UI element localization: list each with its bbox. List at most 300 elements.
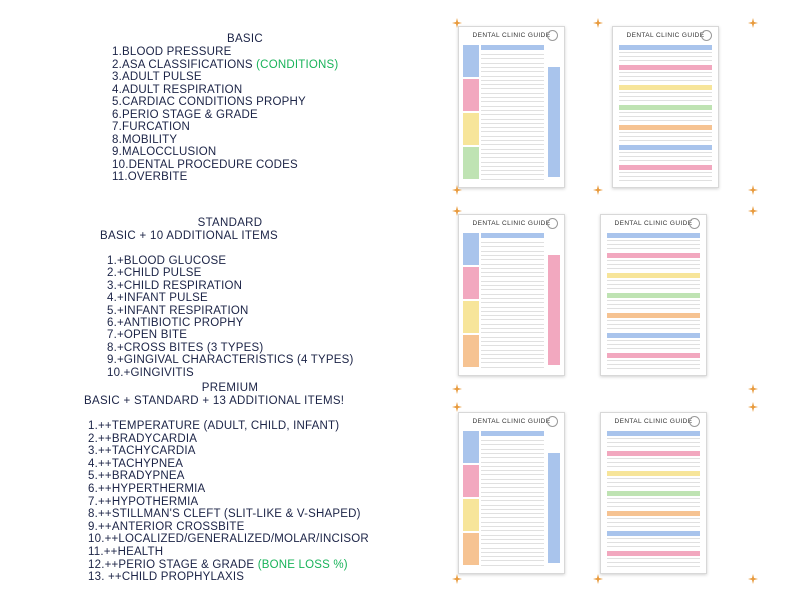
premium-list-item: [88, 433, 369, 446]
thumbnail-line: [619, 96, 712, 97]
thumbnail-line: [481, 276, 544, 277]
premium-list: [88, 420, 369, 584]
thumbnail-line: [481, 449, 544, 450]
thumbnail-line: [607, 542, 700, 543]
thumbnail-line: [481, 84, 544, 85]
thumbnail-line: [481, 136, 544, 137]
thumbnail-band: [607, 233, 700, 238]
thumbnail-line: [481, 362, 544, 363]
item-text: ADULT RESPIRATION: [122, 83, 243, 96]
thumbnail-title: DENTAL CLINIC GUIDE: [472, 418, 551, 425]
thumbnail-line: [481, 131, 544, 132]
thumbnail-line: [481, 97, 544, 98]
thumbnail-line: [607, 340, 700, 341]
thumbnail-line: [481, 496, 544, 497]
item-number: 7.: [112, 121, 122, 133]
thumbnail-line: [619, 156, 712, 157]
sparkle-icon: [452, 574, 462, 584]
thumbnail-line: [607, 368, 700, 369]
thumbnail-column: [463, 267, 479, 299]
item-text: ++LOCALIZED/GENERALIZED/MOLAR/INCISOR: [104, 533, 369, 546]
standard-list: [107, 255, 354, 379]
thumbnail-column: [463, 431, 479, 463]
sparkle-icon: [748, 185, 758, 195]
item-number: 9.: [88, 520, 98, 533]
sparkle-icon: [748, 384, 758, 394]
thumbnail-band: [619, 125, 712, 130]
item-number: 10.: [112, 158, 129, 171]
thumbnail-line: [607, 248, 700, 249]
thumbnail-line: [481, 80, 544, 81]
thumbnail-title: DENTAL CLINIC GUIDE: [472, 32, 551, 39]
thumbnail-line: [607, 288, 700, 289]
item-text: ASA CLASSIFICATIONS: [122, 58, 257, 71]
thumbnail-line: [619, 132, 712, 133]
thumbnail-column: [463, 147, 479, 179]
thumbnail-line: [481, 71, 544, 72]
thumbnail-column: [463, 465, 479, 497]
item-text: +ANTIBIOTIC PROPHY: [117, 317, 244, 330]
thumbnail-line: [481, 127, 544, 128]
basic-list: [112, 46, 338, 184]
item-number: 2.: [107, 267, 117, 280]
basic-list-item: [112, 46, 338, 59]
sparkle-icon: [748, 206, 758, 216]
item-text: +INFANT PULSE: [117, 292, 208, 305]
thumbnail-line: [619, 116, 712, 117]
thumbnail-line: [481, 285, 544, 286]
basic-list-item: [112, 159, 338, 172]
thumbnail-column: [463, 233, 479, 265]
guide-thumbnail: [600, 412, 707, 574]
standard-list-item: [107, 267, 354, 279]
thumbnail-line: [619, 92, 712, 93]
thumbnail-line: [619, 152, 712, 153]
thumbnail-line: [607, 260, 700, 261]
item-number: 4.: [88, 457, 98, 470]
basic-list-item: [112, 71, 338, 84]
thumbnail-column: [463, 533, 479, 565]
thumbnail-line: [619, 60, 712, 61]
basic-list-item: [112, 96, 338, 109]
thumbnail-line: [481, 302, 544, 303]
item-text: ++HEALTH: [103, 545, 164, 558]
thumbnail-band: [607, 451, 700, 456]
thumbnail-line: [481, 307, 544, 308]
thumbnail-line: [619, 120, 712, 121]
thumbnail-line: [481, 535, 544, 536]
item-number: 6.: [107, 317, 117, 330]
thumbnail-line: [481, 517, 544, 518]
thumbnail-line: [607, 558, 700, 559]
guide-thumbnail: [458, 214, 565, 376]
thumbnail-line: [607, 522, 700, 523]
item-number: 3.: [88, 445, 98, 458]
thumbnail-line: [481, 565, 544, 566]
thumbnail-line: [481, 123, 544, 124]
basic-list-item: [112, 146, 338, 159]
item-text: ++CHILD PROPHYLAXIS: [104, 571, 245, 584]
item-number: 8.: [107, 341, 117, 354]
item-text: ++TEMPERATURE (ADULT, CHILD, INFANT): [98, 420, 340, 432]
item-number: 10.: [88, 533, 105, 546]
thumbnail-column: [463, 79, 479, 111]
thumbnail-line: [481, 63, 544, 64]
thumbnail-line: [619, 100, 712, 101]
premium-list-item: [88, 508, 369, 521]
thumbnail-line: [481, 162, 544, 163]
thumbnail-line: [607, 442, 700, 443]
thumbnail-column: [463, 45, 479, 77]
thumbnail-band: [619, 85, 712, 90]
thumbnail-line: [619, 140, 712, 141]
premium-list-item: [88, 458, 369, 471]
item-number: 5.: [112, 96, 122, 108]
thumbnail-band: [619, 45, 712, 50]
thumbnail-line: [481, 543, 544, 544]
item-number: 1.: [88, 420, 98, 432]
thumbnail-line: [619, 136, 712, 137]
thumbnail-line: [607, 364, 700, 365]
thumbnail-column: [548, 453, 560, 563]
thumbnail-line: [607, 502, 700, 503]
premium-title: PREMIUM: [201, 382, 259, 394]
sparkle-icon: [748, 574, 758, 584]
thumbnail-line: [481, 259, 544, 260]
thumbnail-line: [481, 319, 544, 320]
item-number: 13.: [88, 571, 105, 584]
basic-list-item: [112, 109, 338, 122]
thumbnail-line: [607, 360, 700, 361]
thumbnail-line: [607, 304, 700, 305]
thumbnail-line: [481, 246, 544, 247]
logo-icon: [547, 416, 558, 427]
premium-subtitle: BASIC + STANDARD + 13 ADDITIONAL ITEMS!: [84, 395, 345, 407]
standard-list-item: [107, 280, 354, 292]
thumbnail-line: [481, 367, 544, 368]
thumbnail-line: [607, 280, 700, 281]
thumbnail-line: [481, 474, 544, 475]
item-text: +INFANT RESPIRATION: [117, 304, 249, 317]
logo-icon: [547, 218, 558, 229]
thumbnail-line: [481, 444, 544, 445]
guide-thumbnail: [600, 214, 707, 376]
basic-list-item: [112, 171, 338, 184]
thumbnail-band: [619, 165, 712, 170]
thumbnail-line: [481, 281, 544, 282]
thumbnail-line: [607, 566, 700, 567]
thumbnail-line: [607, 462, 700, 463]
thumbnail-band: [607, 471, 700, 476]
thumbnail-band: [607, 353, 700, 358]
thumbnail-line: [619, 176, 712, 177]
sparkle-icon: [593, 574, 603, 584]
thumbnail-line: [481, 54, 544, 55]
thumbnail-line: [481, 560, 544, 561]
thumbnail-line: [607, 546, 700, 547]
thumbnail-line: [481, 479, 544, 480]
thumbnail-column: [463, 335, 479, 367]
item-number: 4.: [107, 292, 117, 305]
thumbnail-line: [481, 466, 544, 467]
thumbnail-line: [481, 149, 544, 150]
thumbnail-line: [481, 110, 544, 111]
premium-list-item: [88, 521, 369, 534]
item-number: 8.: [88, 508, 98, 521]
premium-list-item: [88, 483, 369, 496]
item-text: ++HYPOTHERMIA: [98, 495, 199, 508]
premium-list-item: [88, 571, 369, 584]
standard-list-item: [107, 354, 354, 366]
item-text: MOBILITY: [122, 133, 178, 146]
thumbnail-line: [607, 284, 700, 285]
item-number: 12.: [88, 558, 105, 571]
item-text: ++HYPERTHERMIA: [98, 482, 206, 495]
thumbnail-line: [619, 112, 712, 113]
thumbnail-line: [481, 272, 544, 273]
item-text: +BLOOD GLUCOSE: [117, 255, 227, 267]
thumbnail-line: [481, 114, 544, 115]
thumbnail-band: [619, 145, 712, 150]
thumbnail-line: [607, 268, 700, 269]
thumbnail-line: [607, 482, 700, 483]
item-highlight: (BONE LOSS %): [257, 558, 348, 571]
sparkle-icon: [452, 185, 462, 195]
sparkle-icon: [748, 402, 758, 412]
thumbnail-line: [481, 255, 544, 256]
premium-list-item: [88, 470, 369, 483]
thumbnail-line: [481, 332, 544, 333]
thumbnail-line: [481, 548, 544, 549]
thumbnail-line: [481, 242, 544, 243]
thumbnail-column: [548, 67, 560, 177]
thumbnail-line: [481, 328, 544, 329]
thumbnail-line: [607, 344, 700, 345]
thumbnail-line: [481, 157, 544, 158]
thumbnail-line: [607, 458, 700, 459]
basic-title: BASIC: [226, 33, 263, 45]
item-text: CARDIAC CONDITIONS PROPHY: [122, 96, 306, 108]
thumbnail-line: [481, 298, 544, 299]
thumbnail-line: [481, 153, 544, 154]
thumbnail-band: [607, 551, 700, 556]
thumbnail-line: [619, 56, 712, 57]
thumbnail-line: [481, 470, 544, 471]
item-text: +CHILD RESPIRATION: [117, 279, 243, 292]
item-number: 5.: [107, 304, 117, 317]
thumbnail-line: [481, 453, 544, 454]
standard-title: STANDARD: [197, 217, 263, 229]
thumbnail-line: [619, 160, 712, 161]
thumbnail-line: [481, 462, 544, 463]
thumbnail-line: [607, 562, 700, 563]
thumbnail-line: [481, 119, 544, 120]
item-number: 9.: [107, 354, 117, 367]
thumbnail-title: DENTAL CLINIC GUIDE: [614, 418, 693, 425]
basic-list-item: [112, 59, 338, 72]
thumbnail-line: [481, 264, 544, 265]
item-number: 2.: [112, 58, 122, 71]
item-number: 11.: [112, 171, 128, 183]
thumbnail-band: [607, 333, 700, 338]
thumbnail-line: [607, 538, 700, 539]
logo-icon: [689, 218, 700, 229]
item-number: 4.: [112, 83, 122, 96]
premium-list-item: [88, 546, 369, 559]
standard-list-item: [107, 305, 354, 317]
thumbnail-band: [607, 253, 700, 258]
thumbnail-line: [481, 483, 544, 484]
premium-list-item: [88, 496, 369, 509]
thumbnail-line: [481, 358, 544, 359]
thumbnail-band: [607, 273, 700, 278]
thumbnail-line: [481, 505, 544, 506]
thumbnail-line: [607, 486, 700, 487]
item-number: 9.: [112, 146, 122, 158]
sparkle-icon: [452, 384, 462, 394]
thumbnail-line: [481, 58, 544, 59]
thumbnail-line: [481, 492, 544, 493]
thumbnail-line: [481, 324, 544, 325]
thumbnail-line: [607, 320, 700, 321]
thumbnail-line: [481, 294, 544, 295]
item-text: ADULT PULSE: [122, 71, 202, 83]
thumbnail-line: [481, 350, 544, 351]
thumbnail-line: [481, 522, 544, 523]
thumbnail-line: [481, 179, 544, 180]
thumbnail-band: [607, 531, 700, 536]
thumbnail-line: [481, 315, 544, 316]
standard-list-item: [107, 255, 354, 267]
thumbnail-line: [607, 518, 700, 519]
thumbnail-line: [607, 466, 700, 467]
thumbnail-line: [607, 446, 700, 447]
thumbnail-line: [481, 251, 544, 252]
thumbnail-line: [481, 268, 544, 269]
thumbnail-line: [481, 513, 544, 514]
thumbnail-line: [481, 174, 544, 175]
thumbnail-line: [481, 93, 544, 94]
item-number: 10.: [107, 366, 124, 379]
thumbnail-line: [607, 300, 700, 301]
thumbnail-line: [481, 106, 544, 107]
guide-thumbnail: [458, 26, 565, 188]
item-number: 5.: [88, 470, 98, 483]
thumbnail-line: [481, 67, 544, 68]
thumbnail-line: [481, 556, 544, 557]
thumbnail-band: [607, 313, 700, 318]
thumbnail-line: [607, 240, 700, 241]
thumbnail-band: [607, 431, 700, 436]
thumbnail-band: [481, 431, 544, 436]
sparkle-icon: [748, 18, 758, 28]
item-text: ++TACHYPNEA: [98, 457, 184, 470]
thumbnail-line: [481, 88, 544, 89]
item-number: 8.: [112, 133, 122, 146]
premium-list-item: [88, 559, 369, 572]
item-text: ++ANTERIOR CROSSBITE: [98, 520, 245, 533]
item-text: ++PERIO STAGE & GRADE: [104, 558, 258, 571]
premium-list-item: [88, 420, 369, 433]
basic-list-item: [112, 134, 338, 147]
thumbnail-line: [607, 506, 700, 507]
thumbnail-line: [607, 478, 700, 479]
sparkle-icon: [593, 185, 603, 195]
thumbnail-band: [607, 293, 700, 298]
thumbnail-line: [481, 341, 544, 342]
thumbnail-column: [548, 255, 560, 365]
thumbnail-band: [481, 233, 544, 238]
thumbnail-column: [463, 301, 479, 333]
logo-icon: [689, 416, 700, 427]
sparkle-icon: [452, 402, 462, 412]
thumbnail-title: DENTAL CLINIC GUIDE: [614, 220, 693, 227]
item-text: MALOCCLUSION: [122, 146, 217, 158]
thumbnail-line: [607, 328, 700, 329]
thumbnail-line: [481, 440, 544, 441]
item-text: ++BRADYPNEA: [98, 470, 185, 483]
item-number: 6.: [112, 108, 122, 121]
item-text: OVERBITE: [127, 171, 188, 183]
item-text: FURCATION: [122, 121, 191, 133]
item-text: +OPEN BITE: [117, 329, 188, 342]
thumbnail-line: [481, 76, 544, 77]
thumbnail-line: [481, 509, 544, 510]
thumbnail-line: [619, 76, 712, 77]
thumbnail-line: [481, 166, 544, 167]
thumbnail-line: [481, 345, 544, 346]
thumbnail-line: [607, 324, 700, 325]
item-number: 3.: [107, 279, 117, 292]
thumbnail-band: [607, 511, 700, 516]
item-number: 6.: [88, 482, 98, 495]
standard-list-item: [107, 317, 354, 329]
thumbnail-band: [481, 45, 544, 50]
item-number: 11.: [88, 545, 104, 558]
thumbnail-line: [607, 526, 700, 527]
standard-list-item: [107, 329, 354, 341]
thumbnail-line: [619, 172, 712, 173]
standard-list-item: [107, 342, 354, 354]
thumbnail-title: DENTAL CLINIC GUIDE: [472, 220, 551, 227]
guide-thumbnail: [612, 26, 719, 188]
thumbnail-line: [481, 140, 544, 141]
thumbnail-line: [619, 80, 712, 81]
item-text: +GINGIVAL CHARACTERISTICS (4 TYPES): [117, 354, 354, 367]
item-number: 2.: [88, 432, 98, 445]
thumbnail-line: [481, 457, 544, 458]
standard-subtitle: BASIC + 10 ADDITIONAL ITEMS: [100, 230, 278, 242]
thumbnail-line: [481, 354, 544, 355]
item-text: ++BRADYCARDIA: [98, 432, 198, 445]
thumbnail-band: [619, 65, 712, 70]
item-text: +GINGIVITIS: [123, 366, 194, 379]
item-number: 3.: [112, 71, 122, 83]
thumbnail-line: [481, 487, 544, 488]
logo-icon: [547, 30, 558, 41]
thumbnail-line: [481, 311, 544, 312]
thumbnail-band: [619, 105, 712, 110]
item-number: 1.: [112, 46, 122, 58]
thumbnail-title: DENTAL CLINIC GUIDE: [626, 32, 705, 39]
thumbnail-line: [619, 72, 712, 73]
thumbnail-line: [481, 526, 544, 527]
thumbnail-line: [607, 244, 700, 245]
thumbnail-line: [481, 337, 544, 338]
thumbnail-column: [463, 113, 479, 145]
basic-list-item: [112, 121, 338, 134]
standard-list-item: [107, 292, 354, 304]
